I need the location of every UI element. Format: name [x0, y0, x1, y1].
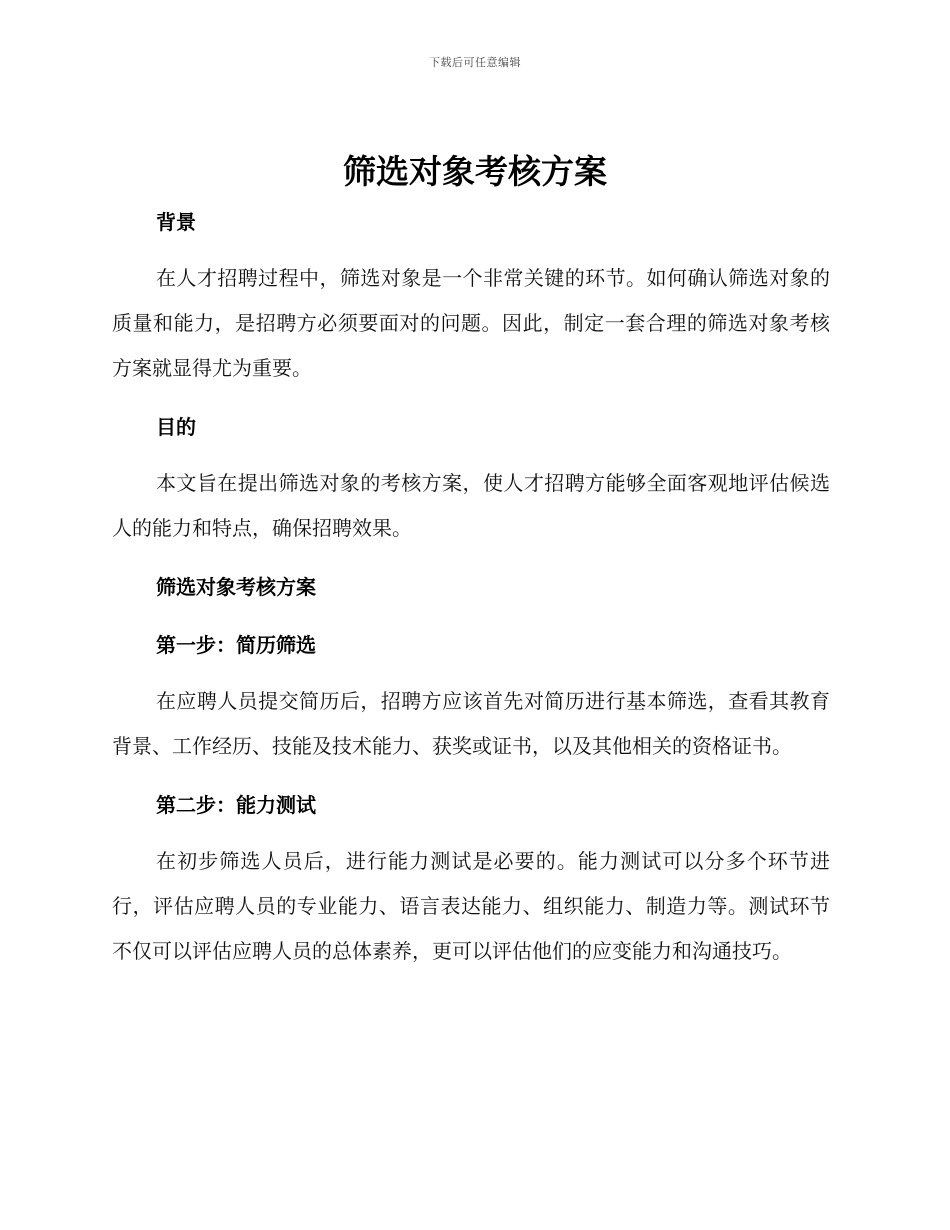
header-note: 下载后可任意编辑 — [429, 56, 521, 69]
heading-purpose: 目的 — [156, 415, 196, 439]
paragraph-background: 在人才招聘过程中，筛选对象是一个非常关键的环节。如何确认筛选对象的质量和能力，是招聘方必须要面对的问题。因此，制定一套合理的筛选对象考核方案就显得尤为重要。 — [112, 266, 830, 380]
document-title: 筛选对象考核方案 — [343, 152, 607, 191]
heading-background: 背景 — [156, 210, 196, 234]
paragraph-step1: 在应聘人员提交简历后，招聘方应该首先对简历进行基本筛选，查看其教育背景、工作经历、技能及技术能力、获奖或证书，以及其他相关的资格证书。 — [112, 689, 830, 758]
heading-step2: 第二步：能力测试 — [156, 793, 316, 817]
heading-step1: 第一步：简历筛选 — [156, 633, 316, 657]
paragraph-step2: 在初步筛选人员后，进行能力测试是必要的。能力测试可以分多个环节进行，评估应聘人员的专业能力、语言表达能力、组织能力、制造力等。测试环节不仅可以评估应聘人员的总体素养，更可以评估他们的应变能力和沟通技巧。 — [112, 849, 830, 963]
document-body — [112, 200, 830, 974]
heading-plan: 筛选对象考核方案 — [156, 575, 316, 599]
paragraph-purpose: 本文旨在提出筛选对象的考核方案，使人才招聘方能够全面客观地评估候选人的能力和特点，确保招聘效果。 — [112, 471, 830, 540]
